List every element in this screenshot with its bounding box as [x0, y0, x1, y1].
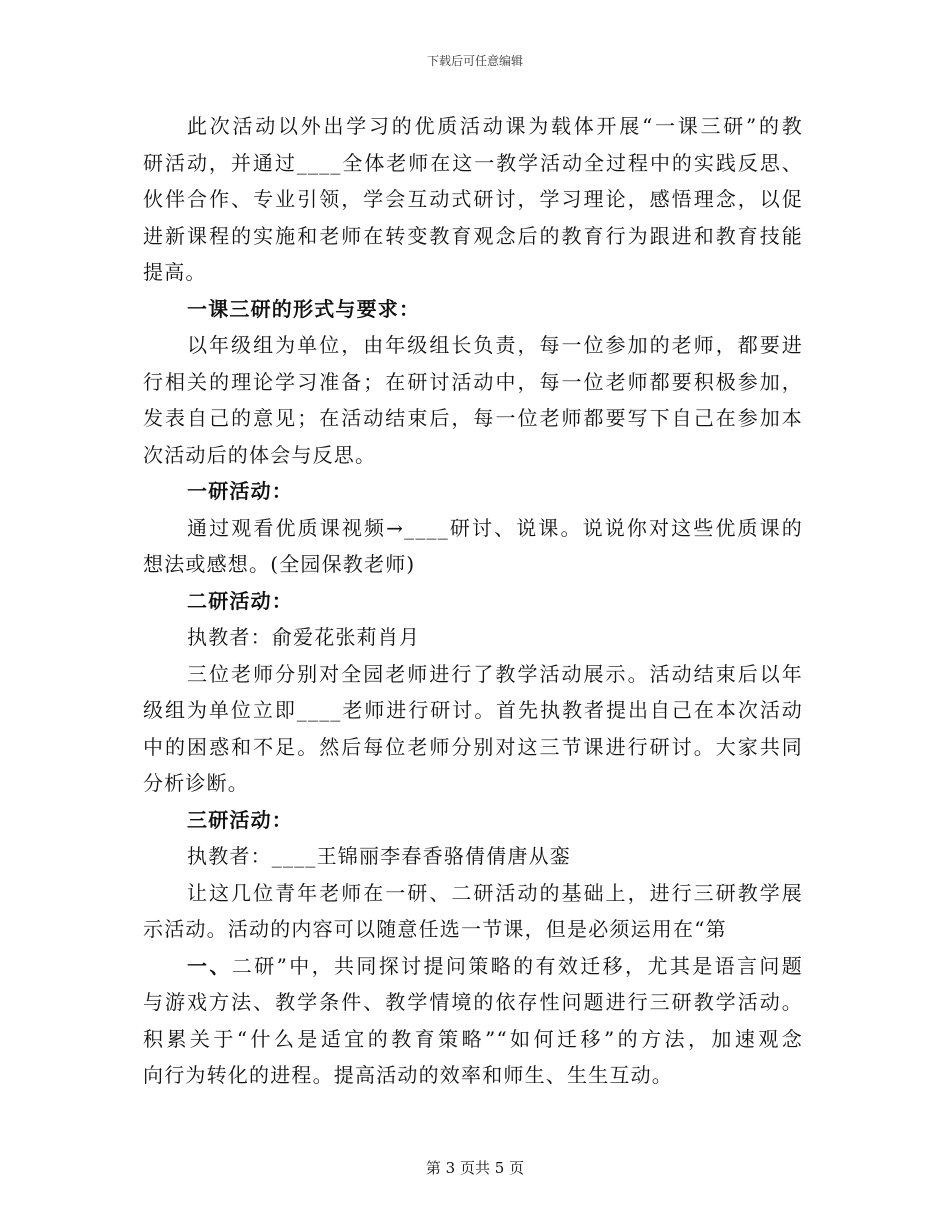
paragraph-line: 与游戏方法、教学条件、教学情境的依存性问题进行三研教学活动。: [143, 990, 803, 1014]
paragraph-line: 三位老师分别对全园老师进行了教学活动展示。活动结束后以年: [187, 661, 803, 686]
paragraph-line: 想法或感想。(全园保教老师): [143, 552, 416, 576]
page-header: 下载后可任意编辑: [426, 54, 523, 68]
paragraph-line: 积累关于“什么是适宜的教育策略”“如何迁移”的方法，加速观念: [143, 1026, 803, 1051]
paragraph-line: 让这几位青年老师在一研、二研活动的基础上，进行三研教学展: [187, 880, 803, 905]
paragraph-line: 向行为转化的进程。提高活动的效率和师生、生生互动。: [143, 1063, 673, 1087]
paragraph-line: 通过观看优质课视频→____研讨、说课。说说你对这些优质课的: [187, 515, 803, 540]
section-heading: 一课三研的形式与要求：: [187, 296, 421, 321]
paragraph-line: 示活动。活动的内容可以随意任选一节课，但是必须运用在“第: [143, 917, 727, 941]
paragraph-line: 执教者：____王锦丽李春香骆倩倩唐从銮: [187, 844, 571, 868]
paragraph-line: 研活动，并通过____全体老师在这一教学活动全过程中的实践反思、: [143, 150, 803, 175]
paragraph-line: 级组为单位立即____老师进行研讨。首先执教者提出自己在本次活动: [143, 698, 803, 722]
paragraph-line: 执教者：俞爱花张莉肖月: [187, 625, 421, 649]
section-heading: 一研活动：: [187, 479, 293, 503]
page-footer: 第 3 页共 5 页: [425, 1159, 525, 1177]
paragraph-line: 伙伴合作、专业引领，学会互动式研讨，学习理论，感悟理念，以促: [143, 187, 803, 211]
paragraph-line: 以年级组为单位，由年级组长负责，每一位参加的老师，都要进: [187, 333, 803, 357]
paragraph-line: 发表自己的意见；在活动结束后，每一位老师都要写下自己在参加本: [143, 406, 803, 430]
paragraph-line: 中的困惑和不足。然后每位老师分别对这三节课进行研讨。大家共同: [143, 734, 803, 759]
document-body: [143, 108, 803, 1094]
paragraph-line: 分析诊断。: [143, 771, 249, 795]
paragraph-line: 一、二研”中，共同探讨提问策略的有效迁移，尤其是语言问题: [187, 953, 803, 978]
section-heading: 三研活动：: [187, 807, 293, 832]
paragraph-line: 进新课程的实施和老师在转变教育观念后的教育行为跟进和教育技能: [143, 223, 803, 248]
paragraph-line: 提高。: [143, 260, 207, 284]
paragraph-line: 次活动后的体会与反思。: [143, 442, 377, 467]
paragraph-line: 此次活动以外出学习的优质活动课为载体开展“一课三研”的教: [187, 114, 803, 138]
section-heading: 二研活动：: [187, 588, 293, 613]
paragraph-line: 行相关的理论学习准备；在研讨活动中，每一位老师都要积极参加，: [143, 369, 803, 394]
